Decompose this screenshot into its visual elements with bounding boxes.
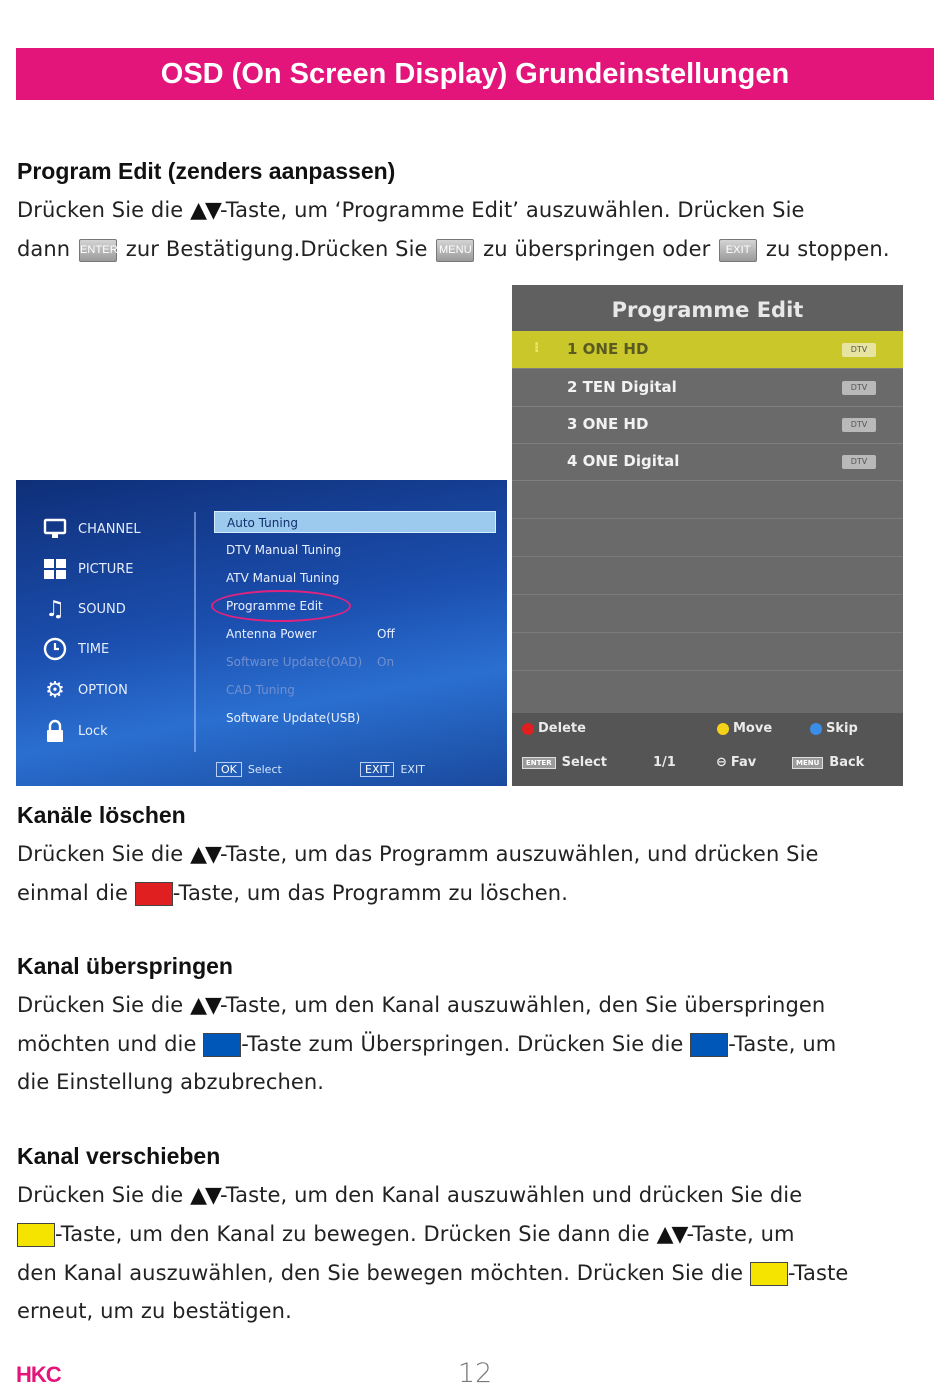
footer-label: EXIT (400, 763, 425, 776)
text-line: erneut, um zu bestätigen. (17, 1299, 292, 1323)
text-fragment: zu stoppen. (759, 237, 890, 261)
channel-label: 4 ONE Digital (567, 452, 680, 470)
text-fragment: -Taste, um (686, 1222, 795, 1246)
menu-item-label: CAD Tuning (226, 683, 295, 697)
menu-item-dtv-manual-tuning (214, 539, 496, 561)
lock-icon (42, 718, 68, 744)
text-fragment: Drücken Sie die (17, 1183, 191, 1207)
programme-edit-title: Programme Edit (512, 285, 903, 335)
footer-ok-select (216, 762, 282, 777)
legend-label: Back (829, 755, 865, 770)
side-menu-channel (42, 516, 141, 542)
channel-row (512, 443, 903, 481)
text-fragment: -Taste (787, 1261, 849, 1285)
text-line (17, 986, 937, 1025)
menu-item-auto-tuning (214, 511, 496, 533)
menu-item-label: Software Update(USB) (226, 711, 361, 725)
legend-label: Skip (826, 721, 858, 736)
section-title-move-channel: Kanal verschieben (17, 1143, 221, 1169)
menu-item-software-update-usb (214, 707, 496, 729)
exit-key-icon: EXIT (719, 239, 757, 262)
dtv-badge: DTV (842, 343, 876, 357)
empty-row-line (512, 556, 903, 557)
text-fragment: -Taste, um (728, 1032, 837, 1056)
music-note-icon: ♫ (45, 596, 65, 622)
channel-label: 1 ONE HD (567, 340, 649, 358)
text-line (17, 1176, 937, 1215)
menu-item-value: On (377, 655, 395, 669)
legend-label: Select (561, 755, 607, 770)
channel-label: 3 ONE HD (567, 415, 649, 433)
channel-label: 2 TEN Digital (567, 378, 677, 396)
tv-menu-screenshot (16, 480, 507, 786)
legend-label: Move (733, 721, 773, 736)
side-menu-label: OPTION (78, 682, 128, 698)
legend-label: Delete (538, 721, 586, 736)
text-line (17, 1254, 937, 1292)
empty-row-line (512, 632, 903, 633)
text-fragment: -Taste, um das Programm zu löschen. (172, 881, 568, 905)
legend-delete (522, 721, 586, 736)
legend-back (792, 755, 864, 770)
yellow-key-icon (17, 1223, 55, 1247)
menu-item-cad-tuning (214, 679, 496, 701)
up-down-arrows-icon: ▲▼ (190, 842, 220, 867)
side-menu-label: Lock (78, 723, 108, 739)
page-indicator (653, 755, 676, 770)
paragraph-delete-channels (17, 835, 937, 912)
ok-key-icon: OK (216, 762, 242, 777)
section-title-delete-channels: Kanäle löschen (17, 802, 186, 828)
legend-skip (810, 721, 858, 736)
text-fragment: möchten und die (17, 1032, 204, 1056)
menu-key-icon: MENU (436, 239, 474, 262)
menu-item-label: Software Update(OAD) (226, 655, 363, 669)
up-down-arrows-icon: ▲▼ (190, 198, 220, 223)
text-fragment: Drücken Sie die (17, 842, 191, 866)
tv-icon (42, 516, 68, 542)
page-indicator-text: 1/1 (653, 755, 676, 770)
legend-move (717, 721, 772, 736)
yellow-key-icon (750, 1262, 788, 1286)
heart-icon: ⊖ (716, 755, 727, 770)
text-fragment: -Taste, um den Kanal auszuwählen und drücken Sie die (219, 1183, 803, 1207)
programme-edit-footer (512, 713, 903, 786)
menu-item-label: DTV Manual Tuning (226, 543, 342, 557)
yellow-dot-icon (717, 723, 729, 735)
clock-icon (42, 636, 68, 662)
text-line (17, 1025, 937, 1063)
legend-select (522, 755, 607, 770)
side-menu-label: SOUND (78, 601, 126, 617)
text-fragment: -Taste, um ‘Programme Edit’ auszuwählen. Drücken Sie (219, 198, 805, 222)
channel-row (512, 331, 903, 369)
text-fragment: dann (17, 237, 77, 261)
text-fragment: zur Bestätigung.Drücken Sie (119, 237, 435, 261)
text-fragment: -Taste, um den Kanal zu bewegen. Drücken Sie dann die (55, 1222, 657, 1246)
section-title-skip-channel: Kanal überspringen (17, 953, 233, 979)
menu-item-label: Antenna Power (226, 627, 317, 641)
gear-icon: ⚙ (45, 677, 65, 703)
side-menu-lock (42, 718, 108, 744)
blue-dot-icon (810, 723, 822, 735)
menu-item-label: Programme Edit (226, 599, 323, 613)
dtv-badge: DTV (842, 455, 876, 469)
menu-item-label: Auto Tuning (227, 516, 298, 530)
text-line: die Einstellung abzubrechen. (17, 1070, 325, 1094)
footer-exit (360, 762, 425, 777)
legend-label: Fav (730, 755, 757, 770)
side-menu-sound (42, 596, 126, 622)
text-line (17, 191, 937, 230)
menu-item-label: ATV Manual Tuning (226, 571, 340, 585)
text-fragment: Drücken Sie die (17, 198, 191, 222)
section-banner: OSD (On Screen Display) Grundeinstellungen (16, 48, 934, 100)
legend-fav (716, 755, 756, 770)
empty-row-line (512, 670, 903, 671)
empty-row-line (512, 518, 903, 519)
side-menu-label: CHANNEL (78, 521, 141, 537)
paragraph-move-channel (17, 1176, 937, 1330)
text-fragment: einmal die (17, 881, 135, 905)
programme-edit-screenshot (512, 285, 903, 786)
page-number: 12 (457, 1358, 493, 1389)
enter-key-icon: ENTER (79, 239, 117, 262)
hkc-logo: HKC (16, 1362, 61, 1387)
side-menu-label: PICTURE (78, 561, 134, 577)
text-fragment: -Taste, um das Programm auszuwählen, und drücken Sie (219, 842, 819, 866)
text-line (17, 1215, 937, 1254)
menu-item-value: Off (377, 627, 395, 641)
up-down-arrows-icon: ▲▼ (190, 1183, 220, 1208)
exit-key-icon: EXIT (360, 762, 394, 777)
section-title-program-edit: Program Edit (zenders aanpassen) (17, 158, 396, 184)
side-menu-time (42, 636, 109, 662)
dtv-badge: DTV (842, 381, 876, 395)
blue-key-icon (690, 1033, 728, 1057)
menu-item-software-update-oad (214, 651, 496, 673)
text-fragment: -Taste, um den Kanal auszuwählen, den Sie überspringen (219, 993, 826, 1017)
picture-icon (42, 556, 68, 582)
paragraph-skip-channel (17, 986, 937, 1101)
dtv-badge: DTV (842, 418, 876, 432)
text-fragment: den Kanal auszuwählen, den Sie bewegen möchten. Drücken Sie die (17, 1261, 750, 1285)
menu-item-atv-manual-tuning (214, 567, 496, 589)
up-down-arrows-icon: ▲▼ (190, 993, 220, 1018)
empty-row-line (512, 594, 903, 595)
highlight-ring (211, 590, 351, 622)
text-fragment: Drücken Sie die (17, 993, 191, 1017)
text-line (17, 230, 937, 268)
up-down-arrows-icon: ▲▼ (656, 1222, 687, 1247)
channel-row (512, 406, 903, 444)
red-dot-icon (522, 723, 534, 735)
side-menu-option (42, 677, 128, 703)
footer-label: Select (247, 763, 282, 776)
text-line (17, 835, 937, 874)
paragraph-program-edit (17, 191, 937, 268)
side-menu-label: TIME (78, 641, 110, 657)
enter-key-icon: ENTER (522, 757, 556, 769)
channel-row (512, 369, 903, 407)
side-menu-picture (42, 556, 133, 582)
selection-marker-icon: ⁝ (534, 340, 540, 356)
blue-key-icon (203, 1033, 241, 1057)
menu-divider (194, 512, 196, 752)
red-key-icon (135, 882, 173, 906)
text-line (17, 874, 937, 912)
text-fragment: -Taste zum Überspringen. Drücken Sie die (241, 1032, 691, 1056)
text-fragment: zu überspringen oder (476, 237, 718, 261)
menu-item-antenna-power (214, 623, 496, 645)
menu-key-icon: MENU (792, 757, 823, 769)
